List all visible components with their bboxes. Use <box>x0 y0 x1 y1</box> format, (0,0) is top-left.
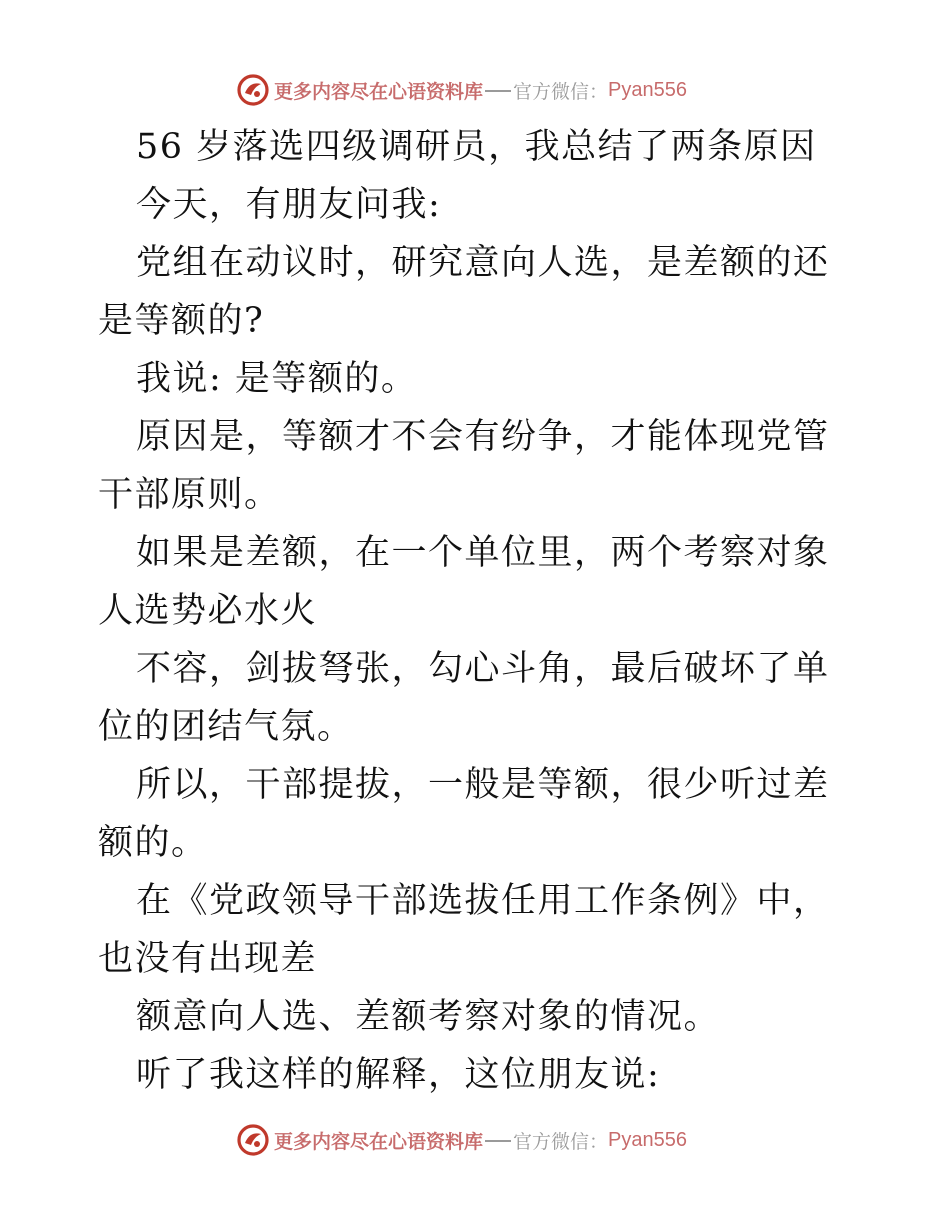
header-watermark-banner <box>236 71 736 109</box>
paragraph: 额意向人选、差额考察对象的情况。 <box>136 997 721 1037</box>
banner-main-text: 更多内容尽在心语资料库 <box>274 1130 484 1153</box>
paragraph: 听了我这样的解释，这位朋友说: <box>136 1055 661 1095</box>
paragraph: 在《党政领导干部选拔任用工作条例》中，也没有出现差 <box>98 881 830 979</box>
banner-wechat-id: Pyan556 <box>608 78 687 101</box>
paragraph: 不容，剑拔弩张，勾心斗角，最后破坏了单位的团结气氛。 <box>98 649 830 747</box>
paragraph: 所以，干部提拔，一般是等额，很少听过差额的。 <box>98 765 830 863</box>
banner-sub-text: 官方微信： <box>513 1130 609 1153</box>
paragraph: 原因是，等额才不会有纷争，才能体现党管干部原则。 <box>98 417 830 515</box>
red-swirl-logo-icon <box>236 73 270 107</box>
banner-wechat-id: Pyan556 <box>608 1128 687 1151</box>
paragraph: 我说: 是等额的。 <box>136 359 418 399</box>
document-body <box>98 118 854 1104</box>
paragraph: 如果是差额，在一个单位里，两个考察对象人选势必水火 <box>98 533 830 631</box>
banner-dash <box>485 1140 511 1142</box>
paragraph: 今天，有朋友问我: <box>136 185 442 225</box>
banner-dash <box>485 90 511 92</box>
banner-main-text: 更多内容尽在心语资料库 <box>274 80 484 103</box>
document-title: 56 岁落选四级调研员，我总结了两条原因 <box>136 127 817 167</box>
banner-sub-text: 官方微信： <box>513 80 609 103</box>
footer-watermark-banner <box>236 1121 736 1159</box>
paragraph: 党组在动议时，研究意向人选，是差额的还是等额的? <box>98 243 830 341</box>
red-swirl-logo-icon <box>236 1123 270 1157</box>
